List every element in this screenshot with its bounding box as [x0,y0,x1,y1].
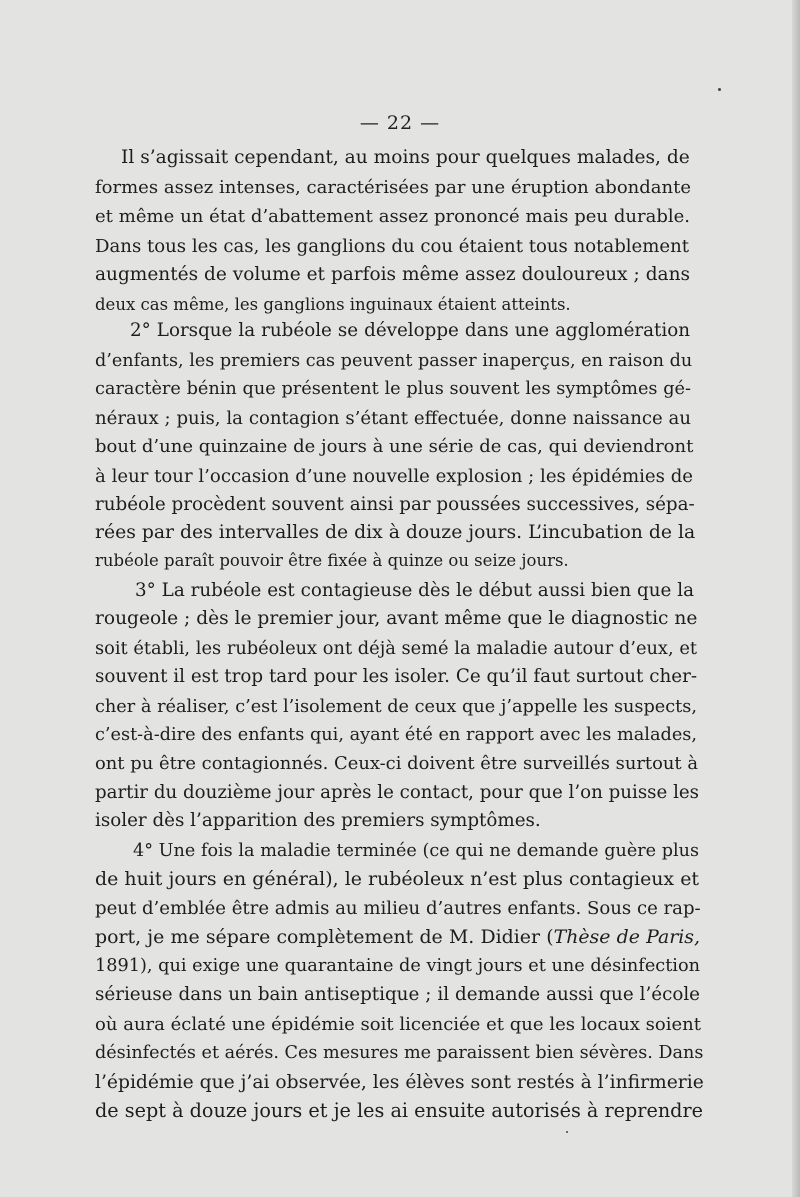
text-line: isoler dès l’apparition des premiers symptômes. [95,810,541,831]
text-line: rubéole paraît pouvoir être fixée à quinze ou seize jours. [95,551,569,570]
text-line: désinfectés et aérés. Ces mesures me paraissent bien sévères. Dans [95,1043,704,1063]
text-line: rées par des intervalles de dix à douze jours. L’incubation de la [95,522,696,543]
text-line: d’enfants, les premiers cas peuvent passer inaperçus, en raison du [95,351,693,371]
text-line: et même un état d’abattement assez prononcé mais peu durable. [95,206,690,227]
text-line: augmentés de volume et parfois même assez douloureux ; dans [95,264,690,285]
text-line: à leur tour l’occasion d’une nouvelle explosion ; les épidémies de [95,466,693,487]
text-line [95,924,700,950]
text-line: c’est-à-dire des enfants qui, ayant été en rapport avec les malades, [95,725,697,745]
text-line: cher à réaliser, c’est l’isolement de ceux que j’appelle les suspects, [95,697,697,717]
text-line: partir du douzième jour après le contact, pour que l’on puisse les [95,782,699,803]
page-number: — 22 — [359,112,441,134]
text-line: bout d’une quinzaine de jours à une série de cas, qui deviendront [95,436,694,457]
text-segment: port, je me sépare complètement de M. Didier ( [95,926,554,948]
text-line: peut d’emblée être admis au milieu d’autres enfants. Sous ce rap- [95,898,701,919]
italic-citation: Thèse de Paris, [553,926,700,948]
text-line: de huit jours en général), le rubéoleux n’est plus contagieux et [95,868,699,890]
text-line: rougeole ; dès le premier jour, avant même que le diagnostic ne [95,608,698,629]
text-line: Dans tous les cas, les ganglions du cou étaient tous notablement [95,236,690,257]
text-line: 1891), qui exige une quarantaine de vingt jours et une désinfection [95,956,700,976]
text-line: 3° La rubéole est contagieuse dès le début aussi bien que la [135,580,694,601]
text-line: formes assez intenses, caractérisées par une éruption abondante [95,177,691,198]
text-line: sérieuse dans un bain antiseptique ; il demande aussi que l’école [95,984,700,1005]
text-line: caractère bénin que présentent le plus souvent les symptômes gé- [95,379,691,399]
text-line: l’épidémie que j’ai observée, les élèves sont restés à l’infirmerie [95,1072,704,1093]
text-line: Il s’agissait cependant, au moins pour quelques malades, de [121,147,690,168]
text-line: 2° Lorsque la rubéole se développe dans une agglomération [130,320,690,341]
text-line: ont pu être contagionnés. Ceux-ci doivent être surveillés surtout à [95,753,698,774]
text-line: 4° Une fois la maladie terminée (ce qui ne demande guère plus [133,841,699,861]
text-line: soit établi, les rubéoleux ont déjà semé la maladie autour d’eux, et [95,638,697,659]
text-line: où aura éclaté une épidémie soit licenciée et que les locaux soient [95,1014,701,1035]
text-line: néraux ; puis, la contagion s’étant effectuée, donne naissance au [95,408,691,429]
text-line: rubéole procèdent souvent ainsi par poussées successives, sépa- [95,494,695,515]
text-line: souvent il est trop tard pour les isoler. Ce qu’il faut surtout cher- [95,666,697,687]
text-line: deux cas même, les ganglions inguinaux étaient atteints. [95,295,571,314]
text-line: de sept à douze jours et je les ai ensuite autorisés à reprendre [95,1099,703,1122]
